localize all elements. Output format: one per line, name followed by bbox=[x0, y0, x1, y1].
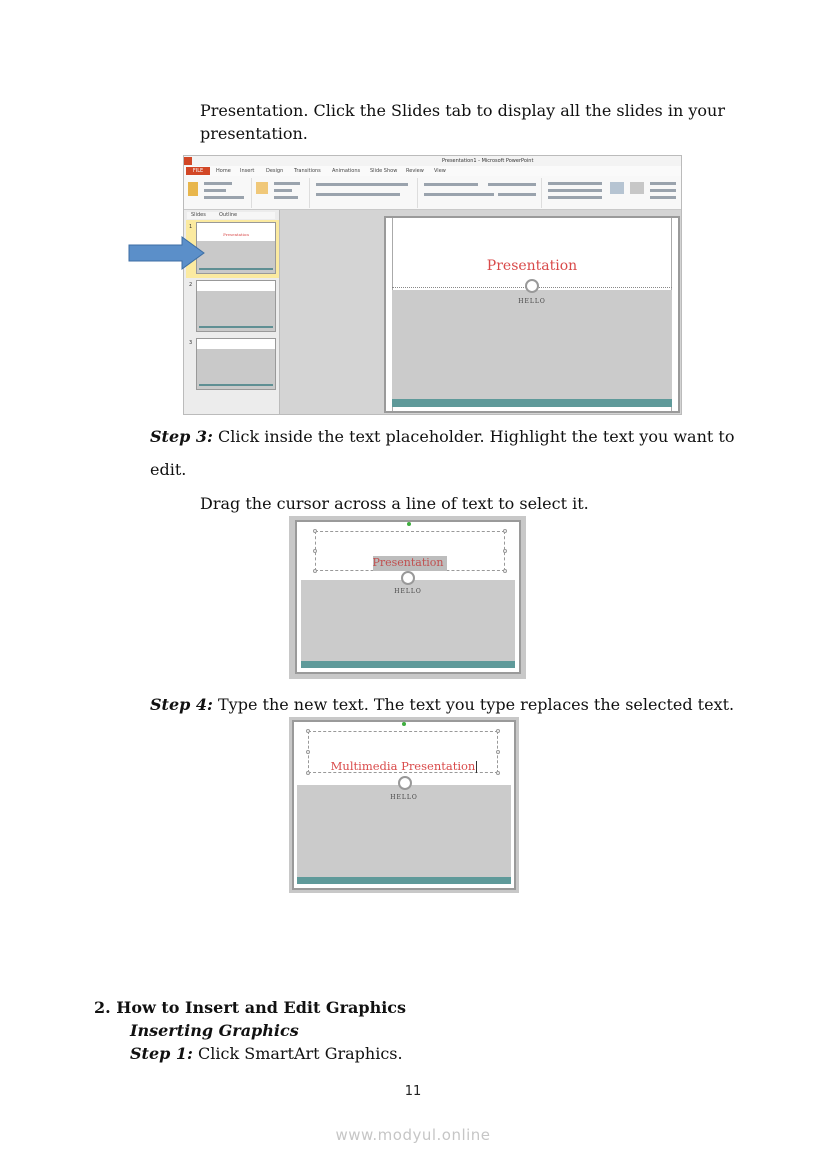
slide-number-1: 1 bbox=[189, 224, 193, 230]
step-4-label: Step 4: bbox=[150, 695, 213, 714]
quick-styles-icon[interactable] bbox=[630, 182, 644, 194]
intro-line-2: presentation. bbox=[200, 124, 308, 143]
inserting-graphics-subheading: Inserting Graphics bbox=[130, 1021, 299, 1040]
powerpoint-app-icon bbox=[184, 157, 192, 165]
shot2-subtitle: HELLO bbox=[394, 588, 422, 595]
tab-review[interactable]: Review bbox=[406, 168, 424, 174]
slide-editor[interactable] bbox=[384, 216, 680, 413]
ribbon bbox=[184, 176, 681, 210]
selected-text-screenshot bbox=[289, 516, 526, 679]
pane-tab-slides[interactable]: Slides bbox=[191, 212, 206, 218]
tab-design[interactable]: Design bbox=[266, 168, 284, 174]
page-number: 11 bbox=[404, 1084, 422, 1099]
powerpoint-screenshot bbox=[183, 155, 682, 415]
selected-title[interactable]: Presentation bbox=[372, 556, 444, 569]
replaced-text-screenshot bbox=[289, 717, 519, 893]
window-title: Presentation1 - Microsoft PowerPoint bbox=[442, 158, 534, 164]
section-2-heading: 2. How to Insert and Edit Graphics bbox=[94, 998, 407, 1017]
slide-subtitle[interactable]: HELLO bbox=[518, 298, 546, 305]
step-1-text: Click SmartArt Graphics. bbox=[192, 1044, 403, 1063]
ribbon-group-paragraph bbox=[418, 178, 542, 208]
step-4-text: Type the new text. The text you type replaces the selected text. bbox=[212, 695, 735, 714]
drag-instruction: Drag the cursor across a line of text to select it. bbox=[200, 494, 589, 513]
slide-thumbnail-1[interactable] bbox=[196, 222, 276, 274]
tab-slide-show[interactable]: Slide Show bbox=[370, 168, 398, 174]
slide-thumbnail-2[interactable] bbox=[196, 280, 276, 332]
watermark: www.modyul.online bbox=[335, 1126, 491, 1144]
slide-number-2: 2 bbox=[189, 282, 193, 288]
ribbon-tabs bbox=[184, 166, 681, 176]
pane-tab-outline[interactable]: Outline bbox=[219, 212, 238, 218]
shot3-subtitle: HELLO bbox=[390, 794, 418, 801]
tab-insert[interactable]: Insert bbox=[240, 168, 255, 174]
tab-file[interactable]: FILE bbox=[186, 167, 210, 175]
section-2-step-1 bbox=[130, 1042, 403, 1065]
step-3-line bbox=[150, 425, 734, 448]
thumbnail-title: Presentation bbox=[223, 232, 249, 237]
step-3-text: Click inside the text placeholder. Highlight the text you want to bbox=[212, 427, 735, 446]
arrange-icon[interactable] bbox=[610, 182, 624, 194]
circle-ornament bbox=[525, 279, 539, 293]
title-bar bbox=[184, 156, 681, 166]
ribbon-group-clipboard bbox=[184, 178, 252, 208]
intro-line-1: Presentation. Click the Slides tab to display all the slides in your bbox=[200, 101, 725, 120]
slide-number-3: 3 bbox=[189, 340, 193, 346]
step-3-continuation: edit. bbox=[150, 460, 187, 479]
step-3-label: Step 3: bbox=[150, 427, 213, 446]
slide-thumbnail-3[interactable] bbox=[196, 338, 276, 390]
blue-arrow-icon bbox=[128, 236, 206, 270]
new-slide-icon[interactable] bbox=[256, 182, 268, 194]
tab-transitions[interactable]: Transitions bbox=[294, 168, 321, 174]
tab-home[interactable]: Home bbox=[216, 168, 231, 174]
ribbon-group-font bbox=[310, 178, 418, 208]
new-title[interactable]: Multimedia Presentation bbox=[330, 759, 476, 773]
text-cursor bbox=[476, 761, 477, 773]
ribbon-group-slides bbox=[252, 178, 310, 208]
slide-title[interactable]: Presentation bbox=[486, 258, 578, 274]
ribbon-group-drawing bbox=[542, 178, 680, 208]
paste-icon[interactable] bbox=[188, 182, 198, 196]
pane-tabs bbox=[187, 212, 275, 219]
step-4-line bbox=[150, 693, 734, 716]
step-1-label: Step 1: bbox=[130, 1044, 193, 1063]
tab-animations[interactable]: Animations bbox=[332, 168, 361, 174]
tab-view[interactable]: View bbox=[434, 168, 446, 174]
